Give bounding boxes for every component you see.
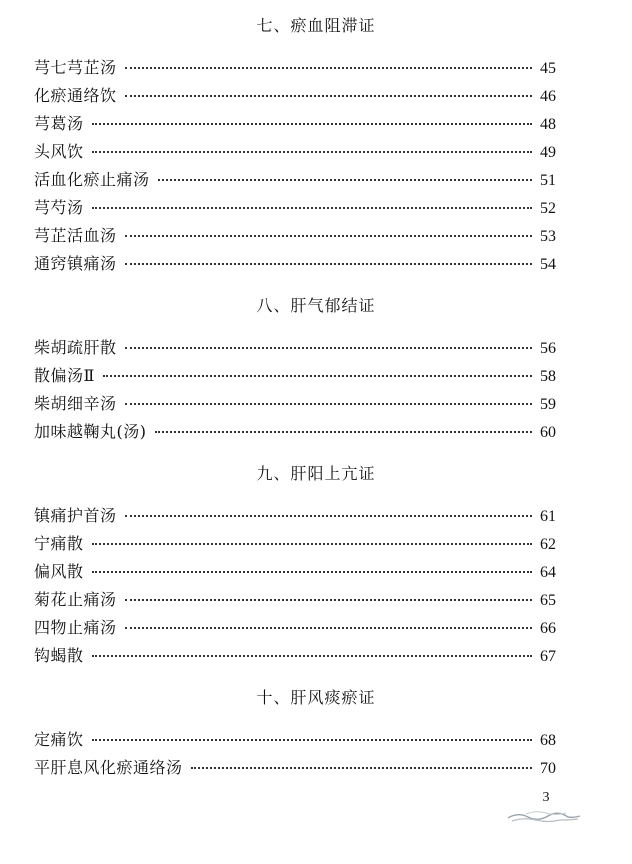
section-heading: 十、肝风痰瘀证	[256, 688, 376, 707]
toc-entry[interactable]	[34, 504, 556, 528]
entry-page: 61	[540, 508, 556, 525]
toc-entry[interactable]	[34, 532, 556, 556]
toc-entry[interactable]	[34, 140, 556, 164]
toc-entry[interactable]	[34, 392, 556, 416]
entry-page: 45	[540, 60, 556, 77]
entry-page: 59	[540, 396, 556, 413]
dot-leader	[125, 94, 532, 97]
toc-entry[interactable]	[34, 560, 556, 584]
section-heading: 八、肝气郁结证	[256, 296, 376, 315]
toc-entry[interactable]	[34, 252, 556, 276]
entry-page: 66	[540, 620, 556, 637]
entry-page: 53	[540, 228, 556, 245]
entry-title: 菊花止痛汤	[34, 590, 117, 609]
entry-title: 芎葛汤	[34, 114, 84, 133]
entry-page: 68	[540, 732, 556, 749]
entry-page: 48	[540, 116, 556, 133]
entry-title: 芎芍汤	[34, 198, 84, 217]
entry-title: 散偏汤Ⅱ	[34, 366, 95, 385]
toc-entry[interactable]	[34, 112, 556, 136]
entry-title: 四物止痛汤	[34, 618, 117, 637]
toc-entry[interactable]	[34, 196, 556, 220]
dot-leader	[92, 542, 532, 545]
toc-entry[interactable]	[34, 644, 556, 668]
entry-title: 柴胡细辛汤	[34, 394, 117, 413]
entry-title: 通窍镇痛汤	[34, 254, 117, 273]
toc-entry[interactable]	[34, 756, 556, 780]
entry-page: 62	[540, 536, 556, 553]
entry-page: 56	[540, 340, 556, 357]
toc-entry[interactable]	[34, 728, 556, 752]
entry-title: 头风饮	[34, 142, 84, 161]
dot-leader	[158, 178, 532, 181]
entry-page: 58	[540, 368, 556, 385]
entry-title: 平肝息风化瘀通络汤	[34, 758, 183, 777]
entry-title: 化瘀通络饮	[34, 86, 117, 105]
toc-entry[interactable]	[34, 588, 556, 612]
dot-leader	[92, 654, 532, 657]
section-heading: 七、瘀血阻滞证	[256, 16, 376, 35]
dot-leader	[125, 234, 532, 237]
section-heading: 九、肝阳上亢证	[256, 464, 376, 483]
dot-leader	[125, 514, 532, 517]
dot-leader	[155, 430, 533, 433]
dot-leader	[125, 598, 532, 601]
entry-page: 64	[540, 564, 556, 581]
dot-leader	[92, 738, 532, 741]
toc-entry[interactable]	[34, 336, 556, 360]
entry-page: 52	[540, 200, 556, 217]
entry-title: 偏风散	[34, 562, 84, 581]
dot-leader	[125, 402, 532, 405]
entry-page: 67	[540, 648, 556, 665]
toc-entry[interactable]	[34, 168, 556, 192]
entry-page: 70	[540, 760, 556, 777]
toc-entry[interactable]	[34, 616, 556, 640]
entry-title: 钩蝎散	[34, 646, 84, 665]
dot-leader	[125, 346, 532, 349]
entry-title: 活血化瘀止痛汤	[34, 170, 150, 189]
toc-entry[interactable]	[34, 56, 556, 80]
wave-ornament-icon	[506, 808, 582, 826]
dot-leader	[125, 626, 532, 629]
entry-page: 51	[540, 172, 556, 189]
entry-title: 镇痛护首汤	[34, 506, 117, 525]
entry-title: 加味越鞠丸(汤)	[34, 422, 147, 441]
entry-page: 54	[540, 256, 556, 273]
dot-leader	[92, 570, 532, 573]
toc-entry[interactable]	[34, 420, 556, 444]
entry-title: 柴胡疏肝散	[34, 338, 117, 357]
entry-title: 定痛饮	[34, 730, 84, 749]
entry-page: 65	[540, 592, 556, 609]
dot-leader	[125, 66, 532, 69]
dot-leader	[92, 206, 532, 209]
entry-title: 芎芷活血汤	[34, 226, 117, 245]
entry-title: 宁痛散	[34, 534, 84, 553]
entry-title: 芎七芎芷汤	[34, 58, 117, 77]
dot-leader	[92, 150, 532, 153]
toc-entry[interactable]	[34, 84, 556, 108]
entry-page: 60	[540, 424, 556, 441]
toc-entry[interactable]	[34, 364, 556, 388]
toc-entry[interactable]	[34, 224, 556, 248]
dot-leader	[125, 262, 532, 265]
dot-leader	[191, 766, 532, 769]
dot-leader	[103, 374, 532, 377]
dot-leader	[92, 122, 532, 125]
entry-page: 46	[540, 88, 556, 105]
page-number: 3	[542, 790, 550, 805]
entry-page: 49	[540, 144, 556, 161]
